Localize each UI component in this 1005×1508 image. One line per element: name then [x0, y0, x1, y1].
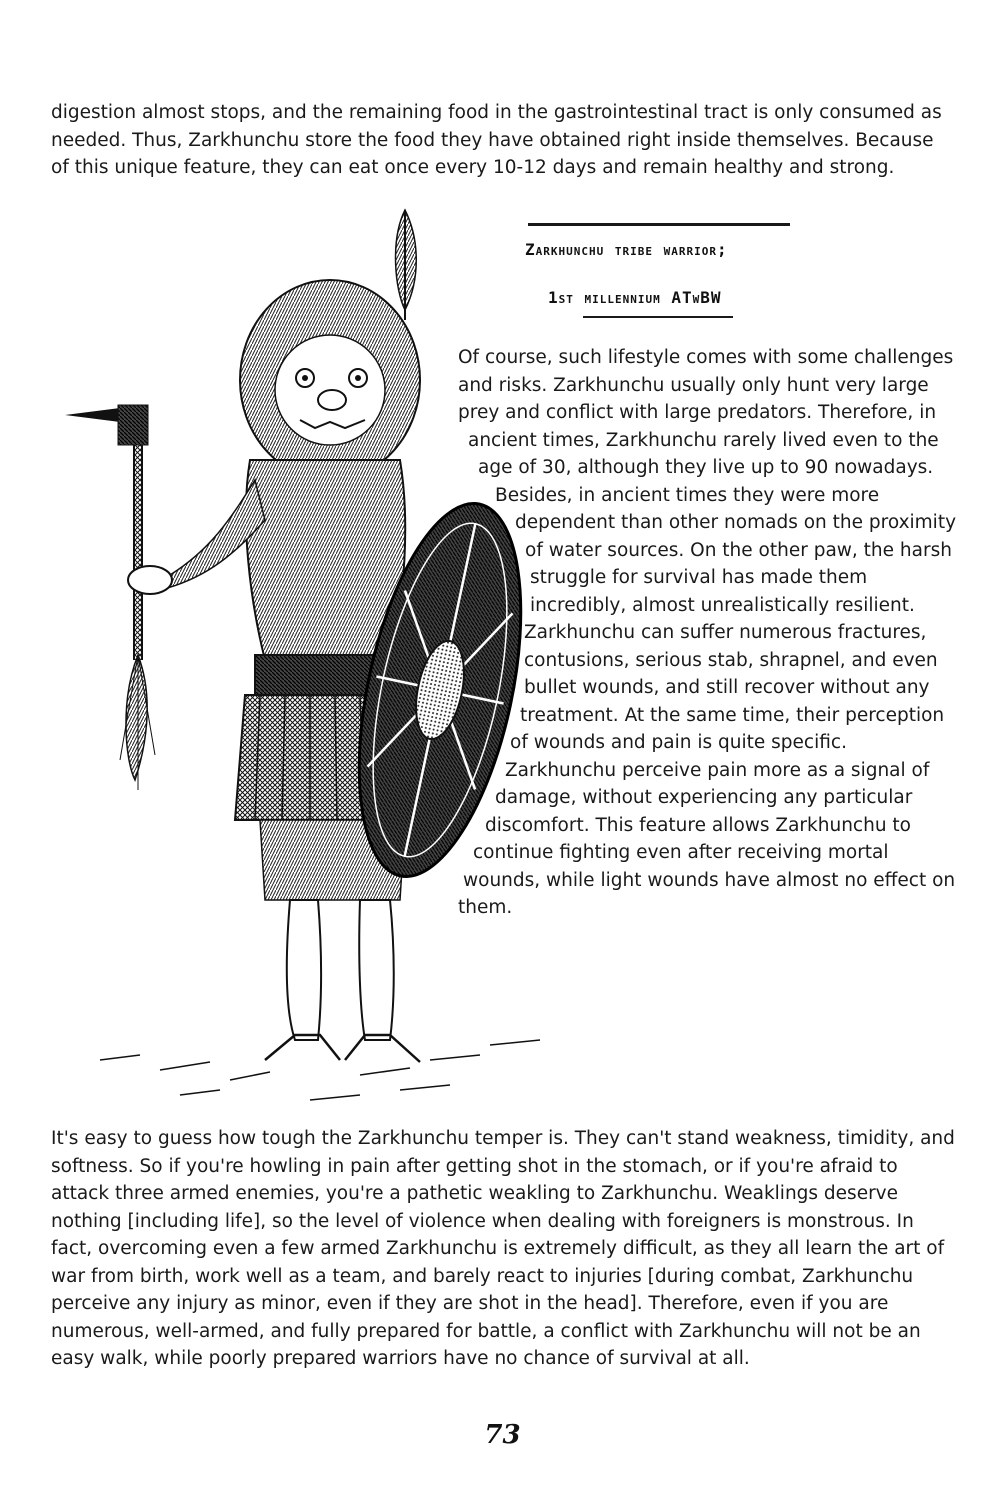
wrapped-line: ancient times, Zarkhunchu rarely lived even to the: [468, 429, 939, 451]
wrapped-line: age of 30, although they live up to 90 nowadays.: [478, 457, 934, 478]
wrapped-line: of water sources. On the other paw, the harsh: [525, 539, 952, 561]
wrapped-line: continue fighting even after receiving mortal: [473, 842, 889, 863]
wrapped-line: discomfort. This feature allows Zarkhunchu to: [485, 814, 912, 836]
wrapped-line: Zarkhunchu perceive pain more as a signal of: [505, 759, 930, 781]
wrapped-line: incredibly, almost unrealistically resilient.: [530, 594, 915, 616]
wrapped-line: contusions, serious stab, shrapnel, and even: [524, 649, 938, 671]
page-number: 73: [484, 1420, 521, 1450]
warrior-head: [240, 280, 420, 480]
wrapped-line: damage, without experiencing any particular: [495, 787, 913, 808]
intro-paragraph: digestion almost stops, and the remaining food in the gastrointestinal tract is only consumed as needed. Thus, Zarkhunchu store the food they have obtained right inside themselves. Because of this unique feature, they can eat once every 10-12 days and remain healthy and strong.: [51, 102, 942, 178]
wrapped-line: of wounds and pain is quite specific.: [510, 732, 847, 753]
caption-subtitle: 1st millennium ATwBW: [548, 288, 722, 307]
caption-title: Zarkhunchu tribe warrior;: [525, 240, 728, 259]
wrapped-line: bullet wounds, and still recover without any: [524, 677, 930, 698]
caption-rule-bottom: [583, 316, 733, 318]
wrapped-line: and risks. Zarkhunchu usually only hunt very large: [458, 374, 929, 396]
warrior-illustration: [60, 200, 560, 1120]
outro-paragraph: It's easy to guess how tough the Zarkhunchu temper is. They can't stand weakness, timidity, and softness. So if you're howling in pain after getting shot in the stomach, or if you're afraid to attack three armed enemies, you're a pathetic weakling to Zarkhunchu. Weaklings deserve nothing [including life], so the level of violence when dealing with foreigners is monstrous. In fact, overcoming even a few armed Zarkhunchu is extremely difficult, as they all learn the art of war from birth, work well as a team, and barely react to injuries [during combat, Zarkhunchu perceive any injury as minor, even if they are shot in the head]. Therefore, even if you are numerous, well-armed, and fully prepared for battle, a conflict with Zarkhunchu will not be an easy walk, while poorly prepared warriors have no chance of survival at all.: [51, 1128, 955, 1369]
wrapped-line: struggle for survival has made them: [530, 567, 868, 588]
wrapped-line: Zarkhunchu can suffer numerous fractures,: [524, 622, 927, 643]
caption-rule-top: [528, 223, 790, 226]
wrapped-line: Besides, in ancient times they were more: [495, 484, 880, 506]
spear-drawing: [65, 405, 155, 790]
wrapped-line: wounds, while light wounds have almost no effect on: [463, 869, 956, 891]
wrapped-line: treatment. At the same time, their perception: [520, 704, 945, 726]
wrapped-line: them.: [458, 897, 513, 918]
wrapped-line: dependent than other nomads on the proximity: [515, 512, 957, 533]
ground-drawing: [100, 1040, 540, 1100]
wrapped-line: prey and conflict with large predators. Therefore, in: [458, 402, 937, 423]
wrapped-line: Of course, such lifestyle comes with some challenges: [458, 347, 954, 368]
